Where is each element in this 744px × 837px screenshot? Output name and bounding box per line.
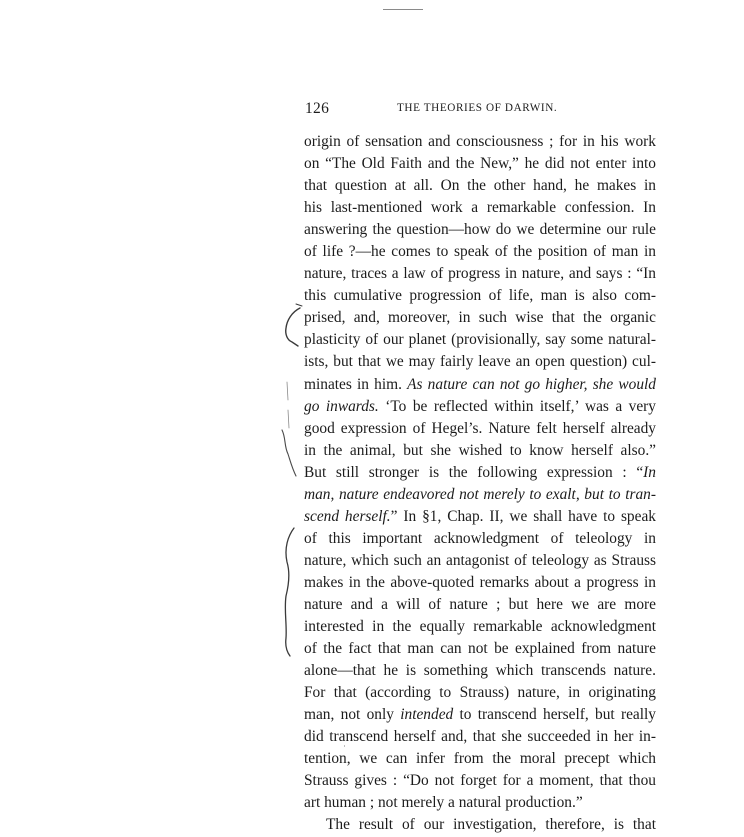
italic-text-segment: In xyxy=(643,463,656,481)
text-line xyxy=(304,418,656,440)
text-segment: ” In §1, Chap. II, we shall have to speak xyxy=(390,507,656,525)
text-line xyxy=(304,153,656,175)
text-segment: this cumulative progression of life, man is also com- xyxy=(304,287,656,305)
text-line xyxy=(304,462,656,484)
text-line xyxy=(304,770,656,792)
text-line xyxy=(304,528,656,550)
text-segment: his last-mentioned work a remarkable confession. In xyxy=(304,199,656,217)
paper-speck xyxy=(344,745,345,747)
text-line xyxy=(304,263,656,285)
text-line xyxy=(304,814,656,836)
running-title: THE THEORIES OF DARWIN. xyxy=(397,102,558,114)
text-line xyxy=(304,682,656,704)
text-segment: ists, but that we may fairly leave an open question) cul- xyxy=(304,353,656,371)
text-line xyxy=(304,506,656,528)
faint-margin-line xyxy=(287,382,289,428)
handwritten-margin-brackets xyxy=(270,290,304,670)
text-line xyxy=(304,241,656,263)
text-segment: nature, which such an antagonist of teleology as Strauss xyxy=(304,551,656,569)
text-line xyxy=(304,704,656,726)
text-segment: minates in him. xyxy=(304,375,408,393)
italic-text-segment: go inwards. xyxy=(304,397,379,415)
text-line xyxy=(304,374,656,396)
text-segment: good expression of Hegel’s. Nature felt herself already xyxy=(304,419,656,437)
text-segment: on “The Old Faith and the New,” he did not enter into xyxy=(304,155,656,173)
italic-text-segment: man, nature endeavored not merely to exalt, but to tran- xyxy=(304,485,656,503)
text-line xyxy=(304,748,656,770)
text-line xyxy=(304,285,656,307)
text-line xyxy=(304,197,656,219)
text-segment: tention, we can infer from the moral precept which xyxy=(304,750,656,768)
text-line xyxy=(304,219,656,241)
text-segment: makes in the above-quoted remarks about a progress in xyxy=(304,573,656,591)
text-line xyxy=(304,660,656,682)
text-segment: answering the question—how do we determine our rule xyxy=(304,221,656,239)
lower-bracket-mark xyxy=(285,528,294,656)
text-segment: did transcend herself and, that she succeeded in her in- xyxy=(304,728,656,746)
text-line xyxy=(304,440,656,462)
text-segment: plasticity of our planet (provisionally, say some natural- xyxy=(304,331,656,349)
text-segment: nature and a will of nature ; but here we are more xyxy=(304,595,656,613)
text-segment: of this important acknowledgment of teleology in xyxy=(304,529,656,547)
text-segment: For that (according to Strauss) nature, in originating xyxy=(304,684,656,702)
text-segment: nature, traces a law of progress in nature, and says : “In xyxy=(304,265,656,283)
text-line xyxy=(304,572,656,594)
text-segment: art human ; not merely a natural production.” xyxy=(304,794,583,812)
text-line xyxy=(304,329,656,351)
italic-text-segment: scend herself. xyxy=(304,507,391,525)
text-segment: that question at all. On the other hand, he makes in xyxy=(304,177,656,195)
text-line xyxy=(304,175,656,197)
text-line xyxy=(304,726,656,748)
text-segment: alone—that he is something which transcends nature. xyxy=(304,662,656,680)
upper-bracket-mark xyxy=(286,308,300,346)
text-line xyxy=(304,484,656,506)
italic-text-segment: As nature can not go higher, she would xyxy=(407,375,656,393)
text-line xyxy=(304,792,656,814)
italic-text-segment: intended xyxy=(400,706,454,724)
text-segment: The result of our investigation, therefore, is that xyxy=(326,816,656,834)
text-line xyxy=(304,638,656,660)
text-segment: to transcend herself, but really xyxy=(453,706,656,724)
text-line xyxy=(304,396,656,418)
text-segment: interested in the equally remarkable acknowledgment xyxy=(304,618,656,636)
text-segment: in the animal, but she wished to know herself also.” xyxy=(304,441,656,459)
text-line xyxy=(304,351,656,373)
text-segment: prised, and, moreover, in such wise that the organic xyxy=(304,309,656,327)
text-line xyxy=(304,594,656,616)
upper-bracket-tick xyxy=(296,304,302,306)
body-text xyxy=(304,131,656,837)
text-segment: man, not only xyxy=(304,706,401,724)
text-segment: But still stronger is the following expression : “ xyxy=(304,463,644,481)
top-rule xyxy=(383,9,423,10)
text-segment: origin of sensation and consciousness ; for in his work xyxy=(304,133,656,150)
text-segment: Strauss gives : “Do not forget for a moment, that thou xyxy=(304,772,656,790)
text-segment: of life ?—he comes to speak of the position of man in xyxy=(304,243,656,261)
text-segment: ‘To be reflected within itself,’ was a very xyxy=(378,397,657,415)
text-line xyxy=(304,616,656,638)
text-line xyxy=(304,550,656,572)
running-head xyxy=(305,100,657,118)
middle-wavy-mark xyxy=(282,430,296,476)
page-number: 126 xyxy=(305,100,330,117)
text-segment: of the fact that man can not be explained from nature xyxy=(304,640,656,658)
text-line xyxy=(304,131,656,153)
text-line xyxy=(304,307,656,329)
